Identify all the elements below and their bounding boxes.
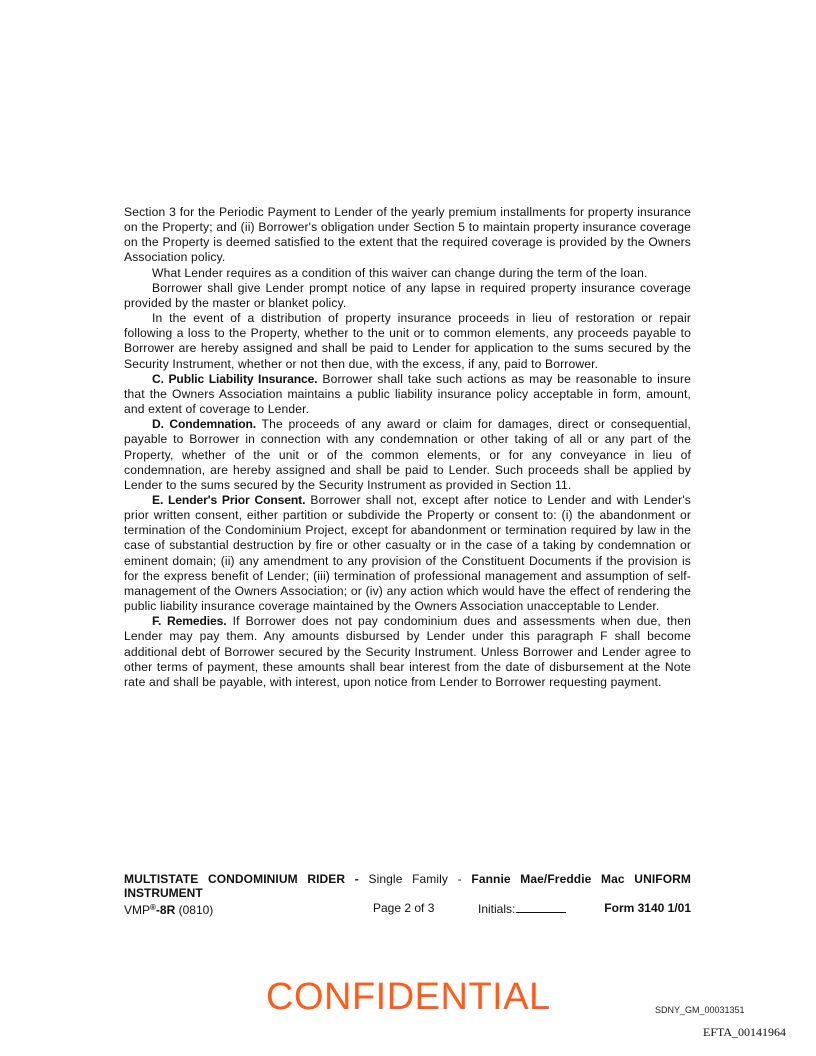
section-text-f: If Borrower does not pay condominium dues and assessments when due, then Lender may pay them. Any amounts disbursed by Lender under this paragraph F shall become additional debt of Borrower secured by the Security Instrument. Unless Borrower and Lender agree to other terms of payment, these amounts shall bear interest from the date of disbursement at the Note rate and shall be payable, with interest, upon notice from Lender to Borrower requesting payment.: [124, 614, 691, 689]
paragraph-lapse-notice: Borrower shall give Lender prompt notice of any lapse in required property insurance coverage provided by the master or blanket policy.: [124, 280, 691, 310]
footer-title-bold-2: Fannie Mae/Freddie Mac UNIFORM: [471, 872, 691, 886]
footer-vmp-code: [124, 901, 213, 917]
vmp-date: (0810): [175, 903, 214, 917]
section-text-d: The proceeds of any award or claim for damages, direct or consequential, payable to Borrower in connection with any condemnation or other taking of all or any part of the Property, whether of the unit or of the common elements, or for any conveyance in lieu of condemnation, are hereby assigned and shall be paid to Lender. Such proceeds shall be applied by Lender to the sums secured by the Security Instrument as provided in Section 11.: [124, 417, 691, 492]
paragraph-section3-continuation: Section 3 for the Periodic Payment to Lender of the yearly premium installments for property insurance on the Property; and (ii) Borrower's obligation under Section 5 to maintain property insurance coverage on the Property is deemed satisfied to the extent that the required coverage is provided by the Owners Association policy.: [124, 205, 691, 265]
footer-info-line: [124, 901, 691, 915]
footer-page-number: Page 2 of 3: [373, 901, 435, 915]
paragraph-remedies: [124, 614, 691, 690]
bates-number-sdny: SDNY_GM_00031351: [655, 1005, 745, 1015]
initials-label: Initials:: [478, 902, 516, 916]
rider-body-text: [124, 205, 691, 690]
paragraph-waiver-condition: What Lender requires as a condition of this waiver can change during the term of the loan.: [152, 265, 648, 280]
vmp-form-code: -8R: [155, 903, 176, 917]
section-heading-f: F. Remedies.: [152, 614, 227, 629]
initials-blank-line[interactable]: [516, 901, 566, 913]
footer-title-bold-1: MULTISTATE CONDOMINIUM RIDER -: [124, 872, 359, 886]
footer-form-title: [124, 873, 691, 886]
section-heading-d: D. Condemnation.: [152, 417, 257, 432]
paragraph-condemnation: [124, 417, 691, 493]
vmp-label: VMP: [124, 903, 151, 917]
paragraph-lenders-consent: [124, 493, 691, 614]
section-heading-e: E. Lender's Prior Consent.: [152, 492, 306, 507]
section-text-e: Borrower shall not, except after notice to Lender and with Lender's prior written consent, either partition or subdivide the Property or consent to: (i) the abandonment or termination of the Condominium Project, except for abandonment or termination required by law in the case of substantial destruction by fire or other casualty or in the case of a taking by condemnation or eminent domain; (ii) any amendment to any provision of the Constituent Documents if the provision is for the express benefit of Lender; (iii) termination of professional management and assumption of self-management of the Owners Association; or (iv) any action which would have the effect of rendering the public liability insurance coverage maintained by the Owners Association unacceptable to Lender.: [124, 492, 691, 614]
footer-initials: [478, 901, 566, 916]
section-text-c: Borrower shall take such actions as may be reasonable to insure that the Owners Association maintains a public liability insurance policy acceptable in form, amount, and extent of coverage to Lender.: [124, 371, 691, 417]
paragraph-insurance-proceeds: In the event of a distribution of property insurance proceeds in lieu of restoration or repair following a loss to the Property, whether to the unit or to common elements, any proceeds payable to Borrower are hereby assigned and shall be paid to Lender for application to the sums secured by the Security Instrument, whether or not then due, with the excess, if any, paid to Borrower.: [124, 311, 691, 371]
footer-title-normal: Single Family -: [358, 872, 472, 886]
paragraph-public-liability: [124, 372, 691, 417]
registered-mark: ®: [150, 903, 156, 912]
footer-form-number: Form 3140 1/01: [604, 901, 691, 915]
confidential-stamp: CONFIDENTIAL: [266, 976, 551, 1018]
footer-title-line-2: INSTRUMENT: [124, 886, 203, 900]
section-heading-c: C. Public Liability Insurance.: [152, 371, 318, 386]
bates-number-efta: EFTA_00141964: [703, 1025, 787, 1039]
